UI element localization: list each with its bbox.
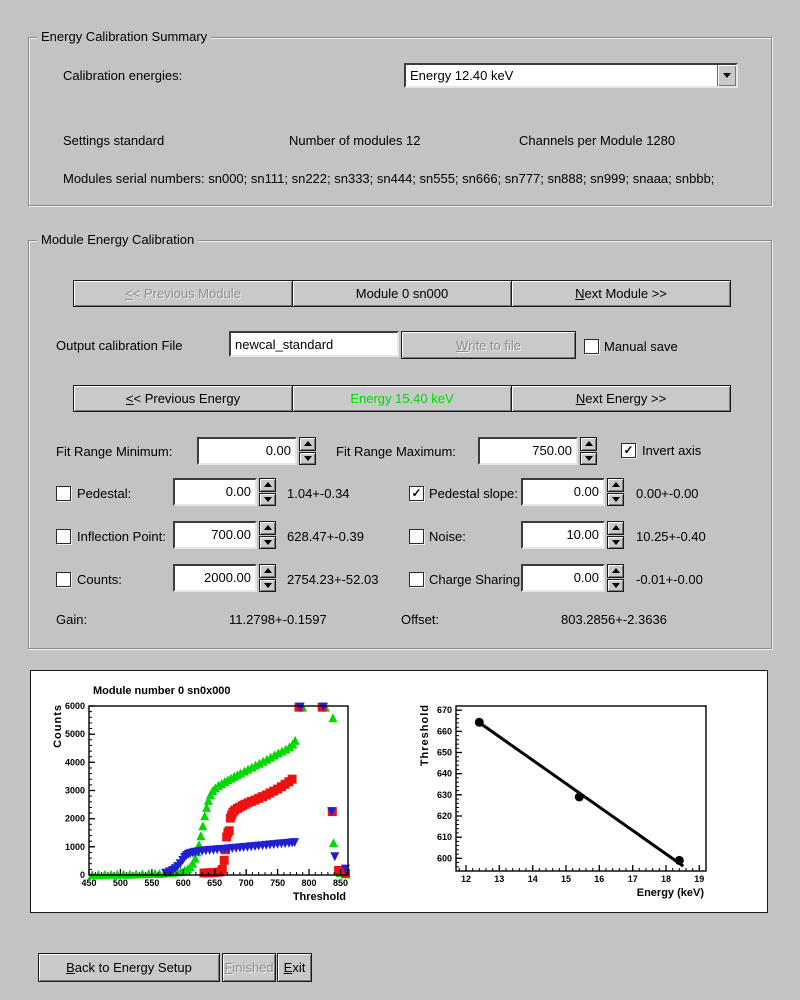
chevron-down-icon	[723, 73, 731, 78]
fit-range-max-input[interactable]: 750.00	[478, 437, 578, 465]
previous-energy-button[interactable]: < < Previous Energy	[73, 385, 293, 412]
arrow-up-icon	[264, 482, 272, 487]
svg-text:4000: 4000	[64, 757, 85, 768]
inflection-point-result: 628.47+-0.39	[287, 529, 364, 544]
svg-text:650: 650	[207, 878, 223, 888]
counts-spinbox	[173, 564, 276, 592]
dropdown-value: Energy 12.40 keV	[410, 68, 514, 83]
arrow-up-icon	[612, 568, 620, 573]
spin-down-button[interactable]	[259, 579, 276, 593]
charge-sharing-input[interactable]: 0.00	[521, 564, 605, 592]
invert-axis-label: Invert axis	[642, 443, 702, 458]
charge-sharing-result: -0.01+-0.00	[636, 572, 703, 587]
offset-value: 803.2856+-2.3636	[561, 612, 667, 627]
noise-result: 10.25+-0.40	[636, 529, 706, 544]
pedestal-spinbox	[173, 478, 276, 506]
arrow-up-icon	[585, 441, 593, 446]
pedestal-slope-spinbox	[521, 478, 624, 506]
svg-text:600: 600	[436, 853, 452, 864]
arrow-down-icon	[264, 497, 272, 502]
svg-text:3000: 3000	[64, 785, 85, 796]
gain-value: 11.2798+-0.1597	[229, 612, 327, 627]
pedestal-slope-checkbox[interactable]	[409, 486, 424, 501]
svg-text:500: 500	[112, 878, 128, 888]
svg-text:700: 700	[238, 878, 254, 888]
arrow-up-icon	[264, 525, 272, 530]
fit-range-min-label: Fit Range Minimum:	[56, 444, 173, 459]
pedestal-result: 1.04+-0.34	[287, 486, 350, 501]
finished-button[interactable]: F inished	[222, 953, 276, 982]
inflection-point-checkbox[interactable]	[56, 529, 71, 544]
spin-down-button[interactable]	[607, 493, 624, 507]
svg-text:670: 670	[436, 705, 452, 716]
exit-button[interactable]: E xit	[277, 953, 312, 982]
spin-down-button[interactable]	[580, 452, 597, 466]
svg-text:15: 15	[560, 874, 572, 884]
noise-spinbox	[521, 521, 624, 549]
noise-checkbox[interactable]	[409, 529, 424, 544]
arrow-up-icon	[304, 441, 312, 446]
spin-down-button[interactable]	[259, 536, 276, 550]
calibration-energies-label: Calibration energies:	[63, 68, 183, 83]
svg-text:620: 620	[436, 811, 452, 821]
calibration-energies-dropdown[interactable]	[404, 63, 738, 88]
spin-up-button[interactable]	[299, 437, 316, 451]
svg-text:16: 16	[594, 874, 605, 884]
settings-label: Settings standard	[63, 133, 165, 148]
gain-label: Gain:	[56, 612, 88, 627]
pedestal-input[interactable]: 0.00	[173, 478, 257, 506]
arrow-down-icon	[612, 497, 620, 502]
pedestal-slope-result: 0.00+-0.00	[636, 486, 699, 501]
spin-up-button[interactable]	[259, 478, 276, 492]
fit-range-max-spinbox	[478, 437, 597, 465]
pedestal-checkbox[interactable]	[56, 486, 71, 501]
noise-label: Noise:	[429, 529, 466, 544]
previous-module-button[interactable]: < < Previous Module	[73, 280, 293, 307]
pedestal-label: Pedestal:	[77, 486, 132, 501]
svg-text:6000: 6000	[64, 701, 85, 711]
svg-text:Threshold: Threshold	[292, 891, 346, 903]
svg-text:5000: 5000	[64, 729, 85, 740]
svg-text:2000: 2000	[64, 813, 85, 824]
invert-axis-checkbox[interactable]	[621, 443, 636, 458]
group-title: Module Energy Calibration	[37, 232, 198, 247]
output-file-label: Output calibration File	[56, 338, 183, 353]
chart-threshold-scan	[33, 675, 403, 908]
svg-text:Threshold: Threshold	[419, 704, 431, 767]
spin-down-button[interactable]	[607, 579, 624, 593]
svg-text:13: 13	[494, 874, 505, 884]
arrow-down-icon	[585, 456, 593, 461]
module-energy-calibration-group	[28, 232, 772, 649]
noise-input[interactable]: 10.00	[521, 521, 605, 549]
output-file-input[interactable]	[229, 331, 399, 357]
arrow-up-icon	[612, 525, 620, 530]
counts-label: Counts:	[77, 572, 122, 587]
svg-text:800: 800	[301, 878, 317, 888]
arrow-down-icon	[612, 540, 620, 545]
svg-text:610: 610	[436, 832, 452, 843]
spin-down-button[interactable]	[299, 452, 316, 466]
svg-text:750: 750	[270, 878, 286, 888]
spin-up-button[interactable]	[607, 564, 624, 578]
dropdown-arrow-button[interactable]	[717, 65, 736, 86]
charge-sharing-label: Charge Sharing	[429, 572, 521, 587]
spin-up-button[interactable]	[607, 521, 624, 535]
num-modules-label: Number of modules 12	[289, 133, 421, 148]
svg-text:18: 18	[660, 874, 672, 884]
svg-text:0: 0	[79, 870, 85, 880]
counts-input[interactable]: 2000.00	[173, 564, 257, 592]
current-module-button[interactable]: Module 0 sn000	[292, 280, 512, 307]
next-module-button[interactable]: N ext Module >>	[511, 280, 731, 307]
fit-range-min-spinbox	[197, 437, 316, 465]
charge-sharing-spinbox	[521, 564, 624, 592]
spin-down-button[interactable]	[607, 536, 624, 550]
svg-text:850: 850	[332, 878, 349, 888]
svg-text:660: 660	[436, 726, 452, 737]
svg-text:630: 630	[436, 789, 452, 800]
current-energy-button[interactable]: Energy 15.40 keV	[292, 385, 512, 412]
arrow-down-icon	[304, 456, 312, 461]
arrow-down-icon	[264, 540, 272, 545]
spin-down-button[interactable]	[259, 493, 276, 507]
arrow-down-icon	[264, 583, 272, 588]
svg-text:17: 17	[627, 874, 638, 884]
plot-panel	[30, 670, 768, 913]
group-title: Energy Calibration Summary	[37, 29, 211, 44]
write-to-file-button[interactable]: W rite to file	[401, 331, 576, 359]
spin-up-button[interactable]	[259, 521, 276, 535]
svg-text:12: 12	[460, 874, 472, 884]
manual-save-label: Manual save	[604, 339, 678, 354]
next-energy-button[interactable]: N ext Energy >>	[511, 385, 731, 412]
svg-text:650: 650	[436, 747, 452, 758]
svg-text:19: 19	[694, 874, 705, 884]
svg-text:550: 550	[144, 878, 160, 888]
fit-range-max-label: Fit Range Maximum:	[336, 444, 456, 459]
svg-text:Counts: Counts	[52, 704, 64, 748]
back-to-energy-setup-button[interactable]: B ack to Energy Setup	[38, 953, 220, 982]
svg-text:640: 640	[436, 768, 452, 779]
svg-text:450: 450	[81, 878, 97, 888]
counts-checkbox[interactable]	[56, 572, 71, 587]
energy-calibration-summary-group	[28, 29, 772, 206]
fit-range-min-input[interactable]: 0.00	[197, 437, 297, 465]
inflection-point-spinbox	[173, 521, 276, 549]
spin-up-button[interactable]	[607, 478, 624, 492]
pedestal-slope-label: Pedestal slope:	[429, 486, 518, 501]
svg-text:1000: 1000	[64, 841, 85, 852]
arrow-down-icon	[612, 583, 620, 588]
counts-result: 2754.23+-52.03	[287, 572, 379, 587]
manual-save-checkbox[interactable]	[584, 339, 599, 354]
channels-label: Channels per Module 1280	[519, 133, 676, 148]
arrow-up-icon	[612, 482, 620, 487]
svg-text:Module number 0 sn0x000: Module number 0 sn0x000	[93, 685, 231, 697]
svg-text:Energy (keV): Energy (keV)	[636, 887, 704, 899]
spin-up-button[interactable]	[580, 437, 597, 451]
svg-text:600: 600	[175, 878, 191, 888]
charge-sharing-checkbox[interactable]	[409, 572, 424, 587]
inflection-point-label: Inflection Point:	[77, 529, 166, 544]
svg-text:14: 14	[527, 874, 538, 884]
offset-label: Offset:	[401, 612, 440, 627]
serial-numbers-label: Modules serial numbers: sn000; sn111; sn222; sn333; sn444; sn555; sn666; sn777; sn888; sn999; snaaa; snbbb;	[63, 171, 715, 186]
chart-energy-calibration	[416, 675, 766, 908]
spin-up-button[interactable]	[259, 564, 276, 578]
pedestal-slope-input[interactable]: 0.00	[521, 478, 605, 506]
inflection-point-input[interactable]: 700.00	[173, 521, 257, 549]
arrow-up-icon	[264, 568, 272, 573]
